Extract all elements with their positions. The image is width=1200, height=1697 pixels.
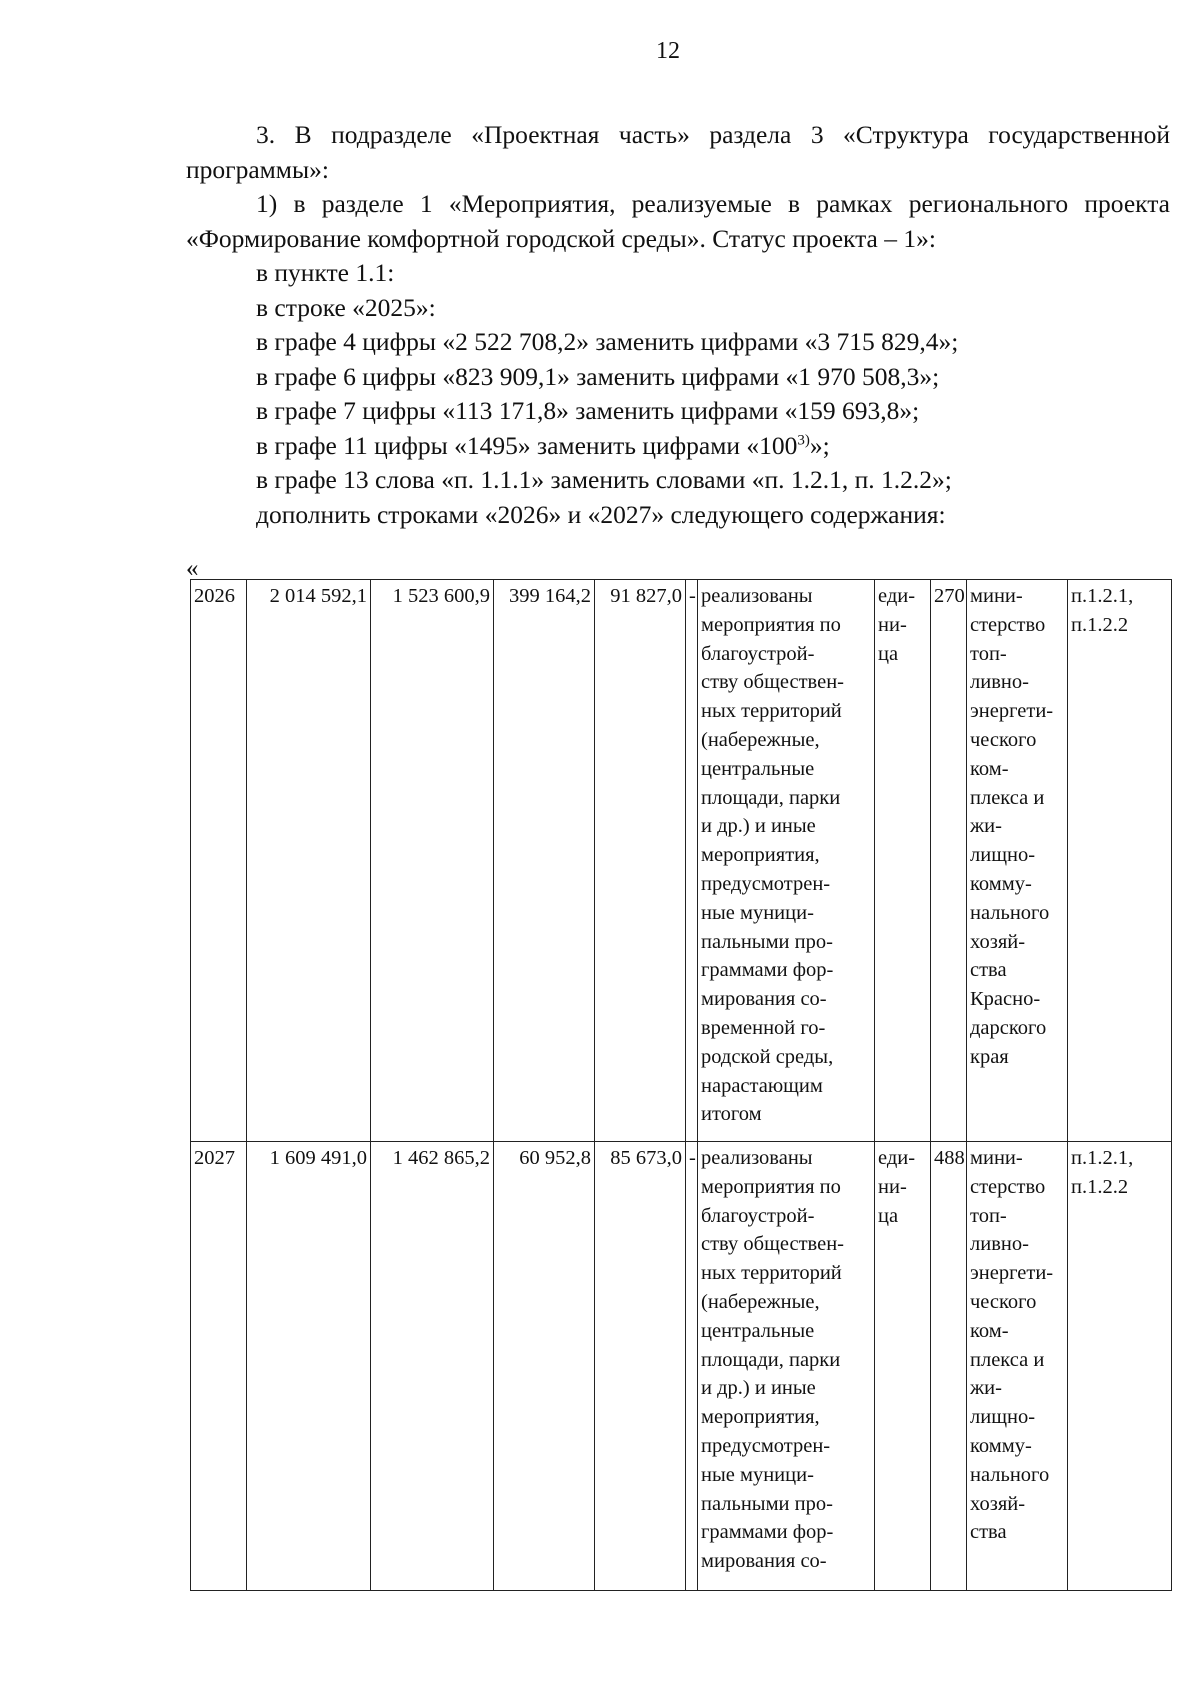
paragraph-add-rows: дополнить строками «2026» и «2027» следующего содержания: [256, 499, 946, 529]
cell-total: 1 609 491,0 [247, 1142, 371, 1591]
footnote-mark: 3) [797, 432, 810, 448]
amendment-text [186, 118, 1170, 532]
cell-col4: 60 952,8 [494, 1142, 595, 1591]
paragraph-subsection-1: 1) в разделе 1 «Мероприятия, реализуемые в рамках регионального проекта «Формирование комфортной городской среды». Статус проекта – 1»: [186, 189, 1170, 253]
table-row-2026 [191, 580, 1172, 1142]
cell-reference: п.1.2.1, п.1.2.2 [1068, 1142, 1172, 1591]
cell-year: 2026 [191, 580, 247, 1142]
cell-unit: еди- ни- ца [875, 1142, 931, 1591]
column-11-text-end: »; [809, 430, 830, 460]
paragraph-column-13: в графе 13 слова «п. 1.1.1» заменить словами «п. 1.2.1, п. 1.2.2»; [256, 465, 952, 494]
cell-col3: 1 523 600,9 [371, 580, 494, 1142]
table-row-2027 [191, 1142, 1172, 1591]
paragraph-column-11 [186, 429, 1170, 464]
paragraph-item-1-1: в пункте 1.1: [256, 258, 395, 287]
activities-table [190, 579, 1172, 1591]
cell-col4: 399 164,2 [494, 580, 595, 1142]
column-11-text: в графе 11 цифры «1495» заменить цифрами «100 [256, 430, 798, 460]
cell-col6: - [686, 580, 698, 1142]
cell-col6: - [686, 1142, 698, 1591]
cell-col5: 91 827,0 [595, 580, 686, 1142]
cell-reference: п.1.2.1, п.1.2.2 [1068, 580, 1172, 1142]
table-open-quote: « [186, 555, 199, 582]
cell-responsible: мини- стерство топ- ливно- энергети- ческого ком- плекса и жи- лищно- комму- нального хозяй- ства Красно- дарского края [967, 580, 1068, 1142]
cell-total: 2 014 592,1 [247, 580, 371, 1142]
cell-col5: 85 673,0 [595, 1142, 686, 1591]
cell-unit: еди- ни- ца [875, 580, 931, 1142]
cell-col3: 1 462 865,2 [371, 1142, 494, 1591]
cell-result: реализованы мероприятия по благоустрой- ству обществен- ных территорий (набережные, центральные площади, парки и др.) и иные мероприятия, предусмотрен- ные муници- пальными про- граммами фор- мирования со- [698, 1142, 875, 1591]
page-number: 12 [656, 38, 680, 64]
cell-value: 270 [931, 580, 967, 1142]
paragraph-column-4: в графе 4 цифры «2 522 708,2» заменить цифрами «3 715 829,4»; [256, 327, 959, 356]
cell-value: 488 [931, 1142, 967, 1591]
cell-year: 2027 [191, 1142, 247, 1591]
cell-responsible: мини- стерство топ- ливно- энергети- ческого ком- плекса и жи- лищно- комму- нального хозяй- ства [967, 1142, 1068, 1591]
cell-result: реализованы мероприятия по благоустрой- ству обществен- ных территорий (набережные, центральные площади, парки и др.) и иные мероприятия, предусмотрен- ные муници- пальными про- граммами фор- мирования со- временной го- родской среды, нарастающим итогом [698, 580, 875, 1142]
paragraph-section-3: 3. В подразделе «Проектная часть» раздела 3 «Структура государственной программы»: [186, 120, 1170, 184]
paragraph-column-7: в графе 7 цифры «113 171,8» заменить цифрами «159 693,8»; [256, 396, 920, 425]
paragraph-column-6: в графе 6 цифры «823 909,1» заменить цифрами «1 970 508,3»; [256, 361, 940, 391]
paragraph-row-2025: в строке «2025»: [256, 292, 436, 322]
